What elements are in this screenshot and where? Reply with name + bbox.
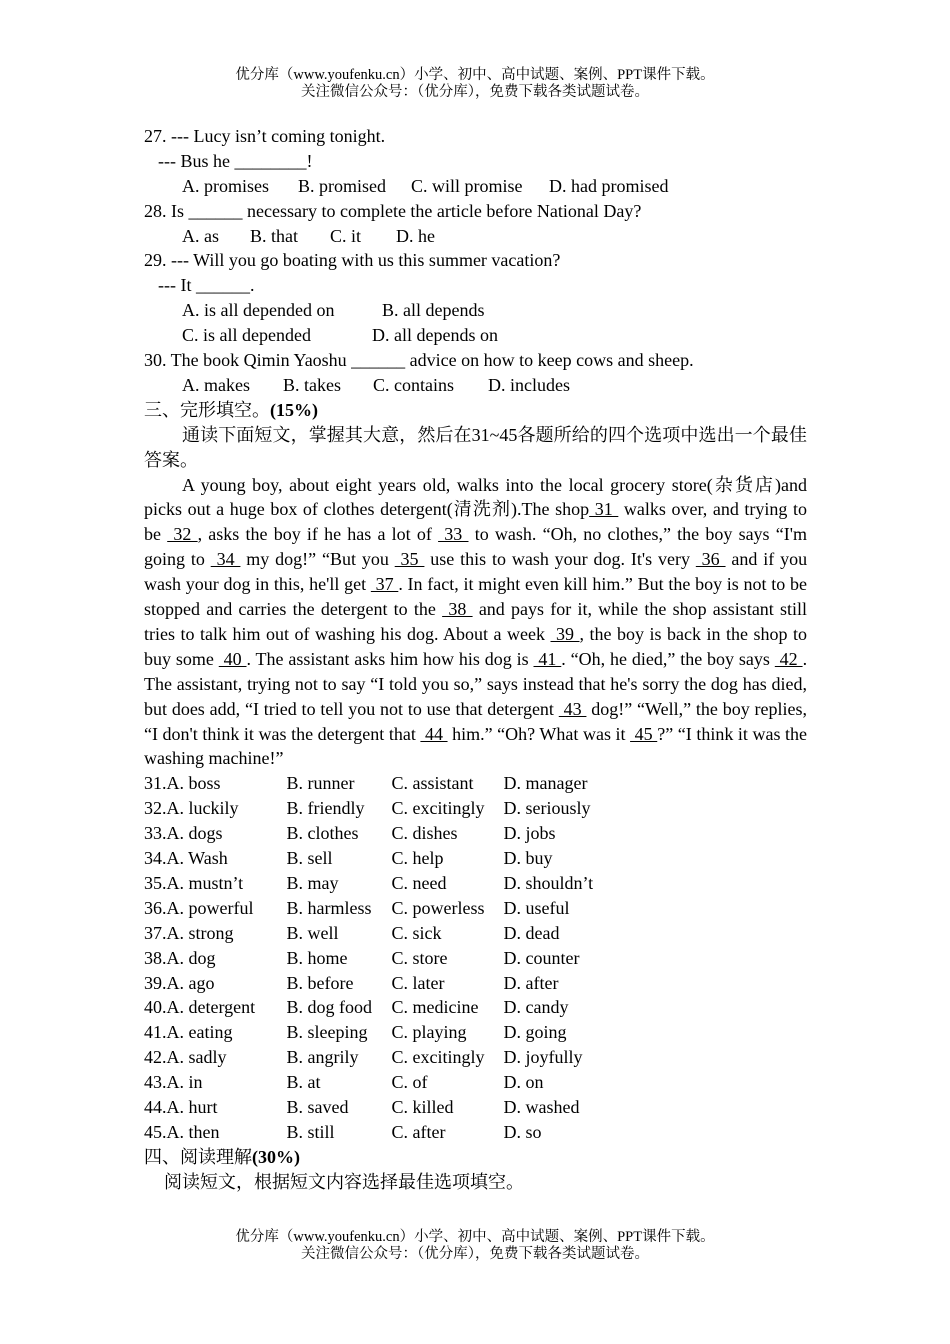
cloze-question-number: 32. <box>144 798 167 819</box>
cloze-question-number: 35. <box>144 872 167 893</box>
cloze-option-c: C. of <box>391 1072 428 1093</box>
section-4-score: (30%) <box>252 1146 300 1167</box>
cloze-option-d: D. counter <box>503 947 580 968</box>
cloze-option-d: D. going <box>503 1022 567 1043</box>
cloze-question-number: 36. <box>144 897 167 918</box>
cloze-option-c: C. later <box>391 972 445 993</box>
q27-reply: --- Bus he ________! <box>158 150 313 171</box>
cloze-option-row <box>144 846 807 871</box>
blank-43: 43 <box>558 698 587 719</box>
page-footer <box>0 1229 950 1263</box>
cloze-option-a: A. eating <box>166 1022 233 1043</box>
cloze-question-number: 33. <box>144 823 167 844</box>
cloze-option-row <box>144 896 807 921</box>
q29-option-d: D. all depends on <box>372 325 498 346</box>
q28-stem: 28. Is ______ necessary to complete the article before National Day? <box>144 200 642 221</box>
passage-text: dog!” “Well,” the boy replies, “I don't think it was the detergent that <box>144 698 808 744</box>
passage-text: . The assistant, trying not to say “I told you so,” says instead that he's sorry the dog has died, but does add, “I tried to tell you not to use that detergent <box>144 648 808 719</box>
q29-reply: --- It ______. <box>158 275 255 296</box>
cloze-option-c: C. dishes <box>391 823 458 844</box>
cloze-option-row <box>144 871 807 896</box>
passage-text: and if you wash your dog in this, he'll get <box>144 549 808 595</box>
cloze-option-b: B. runner <box>286 773 355 794</box>
footer-line-1: 优分库（www.youfenku.cn）小学、初中、高中试题、案例、PPT课件下载。 <box>235 1229 715 1245</box>
passage-text: , the boy is back in the shop to buy some <box>144 623 808 669</box>
cloze-option-row <box>144 971 807 996</box>
q29-stem: 29. --- Will you go boating with us this summer vacation? <box>144 250 561 271</box>
cloze-option-d: D. after <box>503 972 559 993</box>
q30-stem: 30. The book Qimin Yaoshu ______ advice on how to keep cows and sheep. <box>144 350 694 371</box>
passage-text: to wash. “Oh, no clothes,” the boy says “I'm going to <box>144 524 807 570</box>
blank-42: 42 <box>774 648 803 669</box>
q29-options-row1 <box>144 298 807 323</box>
blank-32: 32 <box>167 524 198 545</box>
passage-text: him.” “Oh? What was it <box>452 723 626 744</box>
cloze-option-b: B. harmless <box>286 897 372 918</box>
cloze-option-c: C. store <box>391 947 448 968</box>
cloze-option-a: A. luckily <box>166 798 239 819</box>
cloze-question-number: 38. <box>144 947 167 968</box>
cloze-option-d: D. jobs <box>503 823 556 844</box>
cloze-option-d: D. so <box>503 1121 542 1142</box>
blank-35: 35 <box>394 549 425 570</box>
cloze-option-a: A. detergent <box>166 997 256 1018</box>
cloze-option-a: A. dog <box>166 947 216 968</box>
cloze-option-c: C. sick <box>391 922 442 943</box>
cloze-option-b: B. still <box>286 1121 335 1142</box>
cloze-option-d: D. candy <box>503 997 569 1018</box>
cloze-option-row <box>144 1120 807 1145</box>
cloze-question-number: 39. <box>144 972 167 993</box>
q28-option-b: B. that <box>250 225 298 246</box>
cloze-option-a: A. strong <box>166 922 234 943</box>
cloze-option-b: B. before <box>286 972 354 993</box>
cloze-option-a: A. ago <box>166 972 215 993</box>
q30-options <box>144 373 807 398</box>
cloze-option-row <box>144 821 807 846</box>
section-4-heading: 四、阅读理解 <box>144 1146 252 1167</box>
passage-text: . The assistant asks him how his dog is <box>246 648 529 669</box>
q30-option-b: B. takes <box>283 374 341 395</box>
q27-options <box>144 174 807 199</box>
section-4-instruction: 阅读短文，根据短文内容选择最佳选项填空。 <box>164 1171 524 1192</box>
passage-text: . “Oh, he died,” the boy says <box>561 648 770 669</box>
cloze-option-d: D. shouldn’t <box>503 872 594 893</box>
q30-option-c: C. contains <box>373 374 454 395</box>
q27-option-b: B. promised <box>298 175 386 196</box>
q29-option-a: A. is all depended on <box>182 300 335 321</box>
cloze-option-a: A. hurt <box>166 1096 218 1117</box>
exam-content <box>144 124 807 1195</box>
cloze-option-b: B. at <box>286 1072 321 1093</box>
cloze-option-d: D. useful <box>503 897 570 918</box>
q30-option-a: A. makes <box>182 374 250 395</box>
q28-option-c: C. it <box>330 225 362 246</box>
cloze-option-a: A. dogs <box>166 823 223 844</box>
cloze-option-row <box>144 796 807 821</box>
cloze-option-c: C. need <box>391 872 447 893</box>
cloze-question-number: 42. <box>144 1047 167 1068</box>
cloze-question-number: 37. <box>144 922 167 943</box>
footer-line-2: 关注微信公众号：（优分库），免费下载各类试题试卷。 <box>301 1246 649 1262</box>
q30-option-d: D. includes <box>488 374 570 395</box>
cloze-option-a: A. then <box>166 1121 220 1142</box>
blank-37: 37 <box>370 574 399 595</box>
q29-options-row2 <box>144 323 807 348</box>
blank-39: 39 <box>550 623 580 644</box>
passage-text: . In fact, it might even kill him.” But the boy is not to be stopped and carries the detergent to the <box>144 574 807 620</box>
cloze-option-c: C. powerless <box>391 897 485 918</box>
cloze-option-row <box>144 1070 807 1095</box>
passage-text: A young boy, about eight years old, walks into the local grocery store(杂货店)and picks out a huge box of clothes detergent(清洗剂).The shop <box>144 474 807 520</box>
cloze-option-d: D. on <box>503 1072 544 1093</box>
page-header <box>0 67 950 101</box>
q27-option-c: C. will promise <box>411 175 523 196</box>
blank-34: 34 <box>210 549 241 570</box>
header-line-1: 优分库（www.youfenku.cn）小学、初中、高中试题、案例、PPT课件下载。 <box>235 67 715 83</box>
cloze-option-d: D. washed <box>503 1096 580 1117</box>
cloze-question-number: 44. <box>144 1096 167 1117</box>
header-line-2: 关注微信公众号：（优分库），免费下载各类试题试卷。 <box>301 84 649 100</box>
cloze-option-c: C. playing <box>391 1022 467 1043</box>
q29-option-c: C. is all depended <box>182 325 311 346</box>
cloze-option-b: B. saved <box>286 1096 349 1117</box>
cloze-option-d: D. joyfully <box>503 1047 583 1068</box>
cloze-option-row <box>144 771 807 796</box>
section-3-score: (15%) <box>270 399 318 420</box>
cloze-question-number: 40. <box>144 997 167 1018</box>
q27-stem: 27. --- Lucy isn’t coming tonight. <box>144 126 386 146</box>
cloze-option-d: D. seriously <box>503 798 591 819</box>
q29-option-b: B. all depends <box>382 300 485 321</box>
passage-text: walks over, and trying to be <box>144 499 808 545</box>
passage-text: , asks the boy if he has a lot of <box>197 524 432 545</box>
cloze-option-row <box>144 995 807 1020</box>
cloze-option-b: B. sleeping <box>286 1022 368 1043</box>
blank-45: 45 <box>630 723 658 744</box>
q27-option-d: D. had promised <box>549 175 669 196</box>
cloze-option-a: A. Wash <box>166 848 228 869</box>
cloze-option-c: C. excitingly <box>391 798 485 819</box>
cloze-option-c: C. assistant <box>391 773 474 794</box>
passage-text: use this to wash your dog. It's very <box>430 549 690 570</box>
cloze-question-number: 41. <box>144 1022 167 1043</box>
cloze-option-a: A. powerful <box>166 897 254 918</box>
passage-text: my dog!” “But you <box>246 549 389 570</box>
cloze-option-b: B. may <box>286 872 339 893</box>
q28-options <box>144 224 807 249</box>
passage-text: ?” “I think it was the washing machine!” <box>144 723 808 769</box>
passage-text: and pays for it, while the shop assistant still tries to talk him out of washing his dog. About a week <box>144 599 808 644</box>
section-3-title <box>144 398 807 423</box>
blank-38: 38 <box>442 599 473 620</box>
cloze-option-row <box>144 1045 807 1070</box>
blank-33: 33 <box>438 524 469 545</box>
cloze-option-c: C. help <box>391 848 444 869</box>
cloze-option-d: D. manager <box>503 773 588 794</box>
q28-option-d: D. he <box>396 225 435 246</box>
section-4-title <box>144 1145 807 1170</box>
cloze-question-number: 34. <box>144 848 167 869</box>
cloze-option-a: A. boss <box>166 773 221 794</box>
blank-44: 44 <box>420 723 448 744</box>
cloze-option-b: B. home <box>286 947 348 968</box>
cloze-question-number: 31. <box>144 773 167 794</box>
cloze-option-d: D. dead <box>503 922 560 943</box>
cloze-option-a: A. mustn’t <box>166 872 244 893</box>
cloze-options-list <box>144 771 807 1144</box>
cloze-option-b: B. clothes <box>286 823 359 844</box>
q28-option-a: A. as <box>182 225 219 246</box>
blank-41: 41 <box>533 648 562 669</box>
q27-option-a: A. promises <box>182 175 269 196</box>
cloze-option-row <box>144 1095 807 1120</box>
blank-36: 36 <box>695 549 726 570</box>
cloze-option-row <box>144 921 807 946</box>
cloze-option-b: B. sell <box>286 848 333 869</box>
cloze-option-c: C. excitingly <box>391 1047 485 1068</box>
cloze-option-b: B. dog food <box>286 997 372 1018</box>
blank-31: 31 <box>589 499 619 520</box>
cloze-option-b: B. angrily <box>286 1047 359 1068</box>
cloze-passage <box>144 473 807 772</box>
cloze-option-a: A. sadly <box>166 1047 227 1068</box>
cloze-question-number: 45. <box>144 1121 167 1142</box>
cloze-option-row <box>144 946 807 971</box>
cloze-option-c: C. after <box>391 1121 446 1142</box>
cloze-option-b: B. well <box>286 922 339 943</box>
cloze-option-b: B. friendly <box>286 798 365 819</box>
section-3-heading: 三、完形填空。 <box>144 399 270 420</box>
cloze-option-a: A. in <box>166 1072 203 1093</box>
blank-40: 40 <box>218 648 247 669</box>
section-3-instruction: 通读下面短文，掌握其大意，然后在31~45各题所给的四个选项中选出一个最佳答案。 <box>144 424 807 470</box>
cloze-option-d: D. buy <box>503 848 553 869</box>
cloze-option-c: C. killed <box>391 1096 454 1117</box>
cloze-option-c: C. medicine <box>391 997 479 1018</box>
cloze-question-number: 43. <box>144 1072 167 1093</box>
cloze-option-row <box>144 1020 807 1045</box>
